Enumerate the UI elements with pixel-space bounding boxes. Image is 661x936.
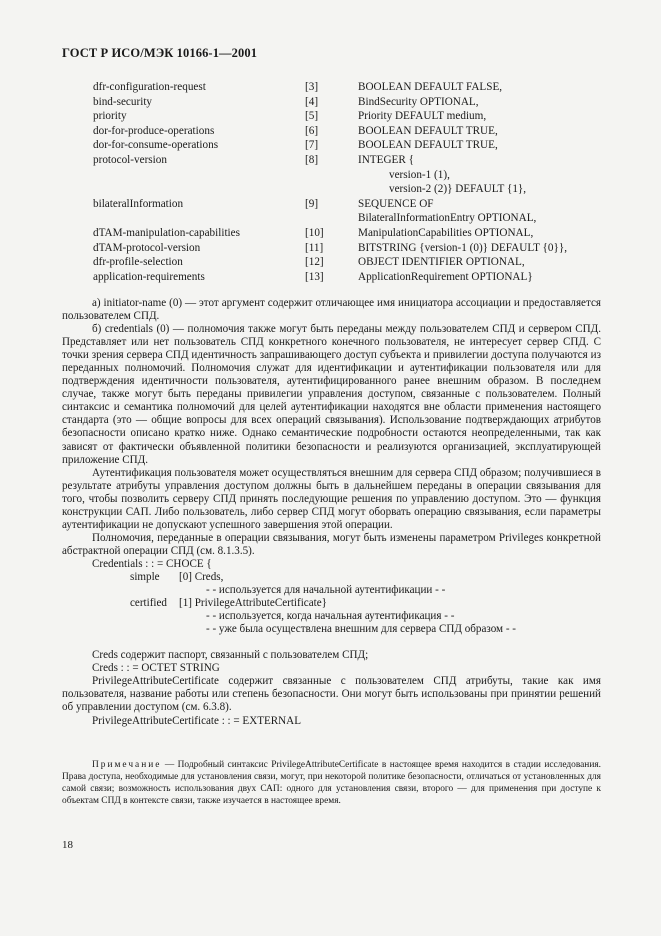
code-line: - - используется для начальной аутентификации - - xyxy=(206,584,446,597)
asn-row xyxy=(93,197,613,212)
asn-field-type: BOOLEAN DEFAULT TRUE, xyxy=(358,139,498,152)
note-label: Примечание xyxy=(92,760,162,770)
note-block xyxy=(62,759,601,807)
asn-field-tag: [10] xyxy=(305,226,324,239)
code-line: Creds : : = OCTET STRING xyxy=(92,662,220,675)
asn-row xyxy=(93,255,613,270)
asn-row xyxy=(93,241,613,256)
code-line: simple [0] Creds, xyxy=(130,570,224,583)
asn-field-type: BITSTRING {version-1 (0)} DEFAULT {0}}, xyxy=(358,241,568,254)
asn-row xyxy=(93,80,613,95)
asn-field-type: BOOLEAN DEFAULT FALSE, xyxy=(358,81,503,93)
asn-field-name: dTAM-protocol-version xyxy=(93,241,201,254)
asn-field-tag: [7] xyxy=(305,139,319,152)
asn-field-name: bilateralInformation xyxy=(93,197,184,210)
code-line: PrivilegeAttributeCertificate : : = EXTERNAL xyxy=(92,714,301,727)
asn-field-tag: [5] xyxy=(305,110,319,123)
asn-row xyxy=(93,138,613,153)
code-line: - - используется, когда начальная аутентификация - - xyxy=(206,610,455,623)
asn-field-name: dor-for-consume-operations xyxy=(93,139,219,152)
page-number: 18 xyxy=(62,839,73,851)
paragraph-privileges: Полномочия, переданные в операции связывания, могут быть изменены параметром Privileges конкретной абстрактной операции СПД (см. 8.1.3.5). xyxy=(62,531,601,557)
asn-row xyxy=(93,168,613,183)
asn-field-name: dfr-profile-selection xyxy=(93,256,183,269)
paragraph-authentication: Аутентификация пользователя может осуществляться внешним для сервера СПД образом; получившиеся в результате атрибуты управления доступом должны быть в дальнейшем переданы в операции связывания для того, чтобы позволить серверу СПД принять последующие решения по управлению доступом. Это — функция конструкции САП. Либо пользователь, либо сервер СПД могут оборвать операцию связывания, если параметры аутентификации не допускают успешного завершения этой операции. xyxy=(62,466,601,531)
asn-field-tag: [3] xyxy=(305,81,319,93)
asn-row xyxy=(93,109,613,124)
note-text: — Подробный синтаксис PrivilegeAttributeCertificate в настоящее время находится в стадии исследования. Права доступа, необходимые для установления связи, могут, при некоторой политике безопасности, отличаться от установленных для самой связи; возможность использования двух САП: одного для установления связи, второго — для применения при доступе к объектам СПД в контексте связи, также изучается в настоящее время. xyxy=(62,760,601,807)
asn-field-type: version-2 (2)} DEFAULT {1}, xyxy=(389,183,527,196)
asn-field-type: Priority DEFAULT medium, xyxy=(358,110,487,123)
asn-field-name: protocol-version xyxy=(93,153,167,166)
asn-row xyxy=(93,226,613,241)
asn-field-name: dfr-configuration-request xyxy=(93,81,206,93)
code-line: - - уже была осуществлена внешним для сервера СПД образом - - xyxy=(206,623,516,636)
paragraph-creds: Creds содержит паспорт, связанный с пользователем СПД; xyxy=(92,649,369,662)
asn-field-name: dTAM-manipulation-capabilities xyxy=(93,226,240,239)
asn-row xyxy=(93,124,613,139)
asn-row xyxy=(93,182,613,197)
asn-field-name: priority xyxy=(93,110,127,123)
asn-field-tag: [11] xyxy=(305,241,324,254)
asn-field-name: bind-security xyxy=(93,95,153,108)
asn-row xyxy=(93,95,613,110)
asn-field-type: ApplicationRequirement OPTIONAL} xyxy=(358,270,533,283)
asn-row xyxy=(93,211,613,226)
asn-field-type: version-1 (1), xyxy=(389,168,450,181)
asn-row xyxy=(93,270,613,285)
code-line: Credentials : : = CHOCE { xyxy=(92,557,212,570)
asn-field-tag: [9] xyxy=(305,197,319,210)
asn-field-tag: [6] xyxy=(305,124,319,137)
asn-definition-block xyxy=(93,80,613,284)
asn-field-type: ManipulationCapabilities OPTIONAL, xyxy=(358,226,534,239)
code-line: certified [1] PrivilegeAttributeCertificate} xyxy=(130,597,327,610)
asn-field-type: BindSecurity OPTIONAL, xyxy=(358,95,479,108)
asn-field-tag: [4] xyxy=(305,95,319,108)
asn-field-type: INTEGER { xyxy=(358,153,415,166)
asn-field-name: application-requirements xyxy=(93,270,205,283)
paragraph-pac: PrivilegeAttributeCertificate содержит связанные с пользователем СПД атрибуты, такие как имя пользователя, название работы или степень безопасности. Они могут быть использованы при принятии решений об управлении доступом (см. 6.3.8). xyxy=(62,675,601,714)
asn-field-type: BilateralInformationEntry OPTIONAL, xyxy=(358,212,537,225)
asn-field-name: dor-for-produce-operations xyxy=(93,124,215,137)
asn-field-tag: [13] xyxy=(305,270,324,283)
asn-row xyxy=(93,153,613,168)
asn-field-tag: [12] xyxy=(305,256,324,269)
asn-field-type: SEQUENCE OF xyxy=(358,197,434,210)
standard-header: ГОСТ Р ИСО/МЭК 10166-1—2001 xyxy=(62,46,258,60)
asn-field-type: BOOLEAN DEFAULT TRUE, xyxy=(358,124,498,137)
paragraph-initiator-name: а) initiator-name (0) — этот аргумент содержит отличающее имя инициатора ассоциации и предоставляется пользователем СПД. xyxy=(62,297,601,323)
paragraph-credentials: б) credentials (0) — полномочия также могут быть переданы между пользователем СПД и сервером СПД. Представляет или нет пользователь СПД конкретного конечного пользователя, не интересует сервер СПД. С точки зрения сервера СПД идентичность запрашивающего доступ субъекта и привилегии доступа получаются из переданных полномочий. Полномочия служат для идентификации и аутентификации пользователя или для подтверждения идентичности пользователя, аутентифицированного ранее внешним образом. В последнем случае, также могут быть переданы привилегии управления доступом, связанные с пользователем. Полный синтаксис и семантика полномочий для целей аутентификации находятся вне области применения настоящего стандарта (это — общие вопросы для всех операций связывания). Использование подтверждающих атрибутов безопасности описано кратко ниже. Однако семантические подробности остаются неопределенными, так как зависят от фактически объявленной политики безопасности и реализуются организацией, эксплуатирующей приложение СПД. xyxy=(62,323,601,466)
asn-field-tag: [8] xyxy=(305,153,319,166)
asn-field-type: OBJECT IDENTIFIER OPTIONAL, xyxy=(358,256,525,269)
body-text xyxy=(62,297,601,728)
